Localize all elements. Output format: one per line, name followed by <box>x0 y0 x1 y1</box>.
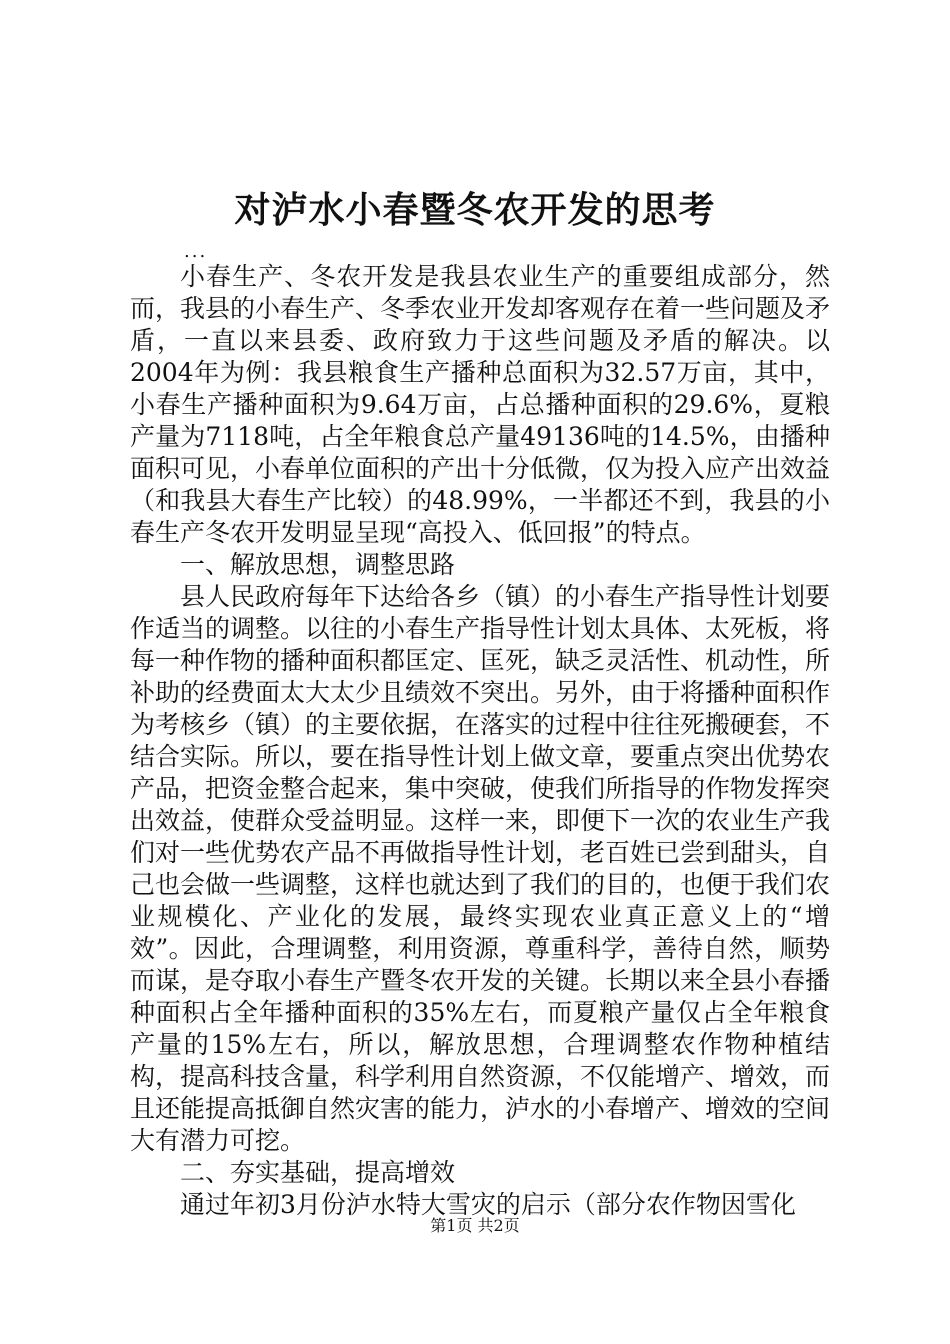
paragraph-intro: 小春生产、冬农开发是我县农业生产的重要组成部分，然而，我县的小春生产、冬季农业开发却客观存在着一些问题及矛盾，一直以来县委、政府致力于这些问题及矛盾的解决。以2004年为例：我县粮食生产播种总面积为32.57万亩，其中，小春生产播种面积为9.64万亩，占总播种面积的29.6%，夏粮产量为7118吨，占全年粮食总产量49136吨的14.5%，由播种面积可见，小春单位面积的产出十分低微，仅为投入应产出效益（和我县大春生产比较）的48.99%，一半都还不到，我县的小春生产冬农开发明显呈现“高投入、低回报”的特点。 <box>130 262 831 547</box>
paragraph-section-1: 县人民政府每年下达给各乡（镇）的小春生产指导性计划要作适当的调整。以往的小春生产指导性计划太具体、太死板，将每一种作物的播种面积都匡定、匡死，缺乏灵活性、机动性，所补助的经费面太大太少且绩效不突出。另外，由于将播种面积作为考核乡（镇）的主要依据，在落实的过程中往往死搬硬套，不结合实际。所以，要在指导性计划上做文章，要重点突出优势农产品，把资金整合起来，集中突破，使我们所指导的作物发挥突出效益，使群众受益明显。这样一来，即便下一次的农业生产我们对一些优势农产品不再做指导性计划，老百姓已尝到甜头，自己也会做一些调整，这样也就达到了我们的目的，也便于我们农业规模化、产业化的发展，最终实现农业真正意义上的“增效”。因此，合理调整，利用资源，尊重科学，善待自然，顺势而谋，是夺取小春生产暨冬农开发的关键。长期以来全县小春播种面积占全年播种面积的35%左右，而夏粮产量仅占全年粮食产量的15%左右，所以，解放思想，合理调整农作物种植结构，提高科技含量，科学利用自然资源，不仅能增产、增效，而且还能提高抵御自然灾害的能力，泸水的小春增产、增效的空间大有潜力可挖。 <box>130 582 831 1155</box>
section-heading-2: 二、夯实基础，提高增效 <box>180 1158 456 1187</box>
section-heading-1: 一、解放思想，调整思路 <box>180 550 456 579</box>
document-body <box>130 261 830 1221</box>
page-footer: 第1页 共2页 <box>430 1216 520 1235</box>
document-title: 对泸水小春暨冬农开发的思考 <box>234 189 716 231</box>
paragraph-section-2: 通过年初3月份泸水特大雪灾的启示（部分农作物因雪化 <box>180 1190 796 1219</box>
ellipsis-mark: ... <box>184 241 208 262</box>
